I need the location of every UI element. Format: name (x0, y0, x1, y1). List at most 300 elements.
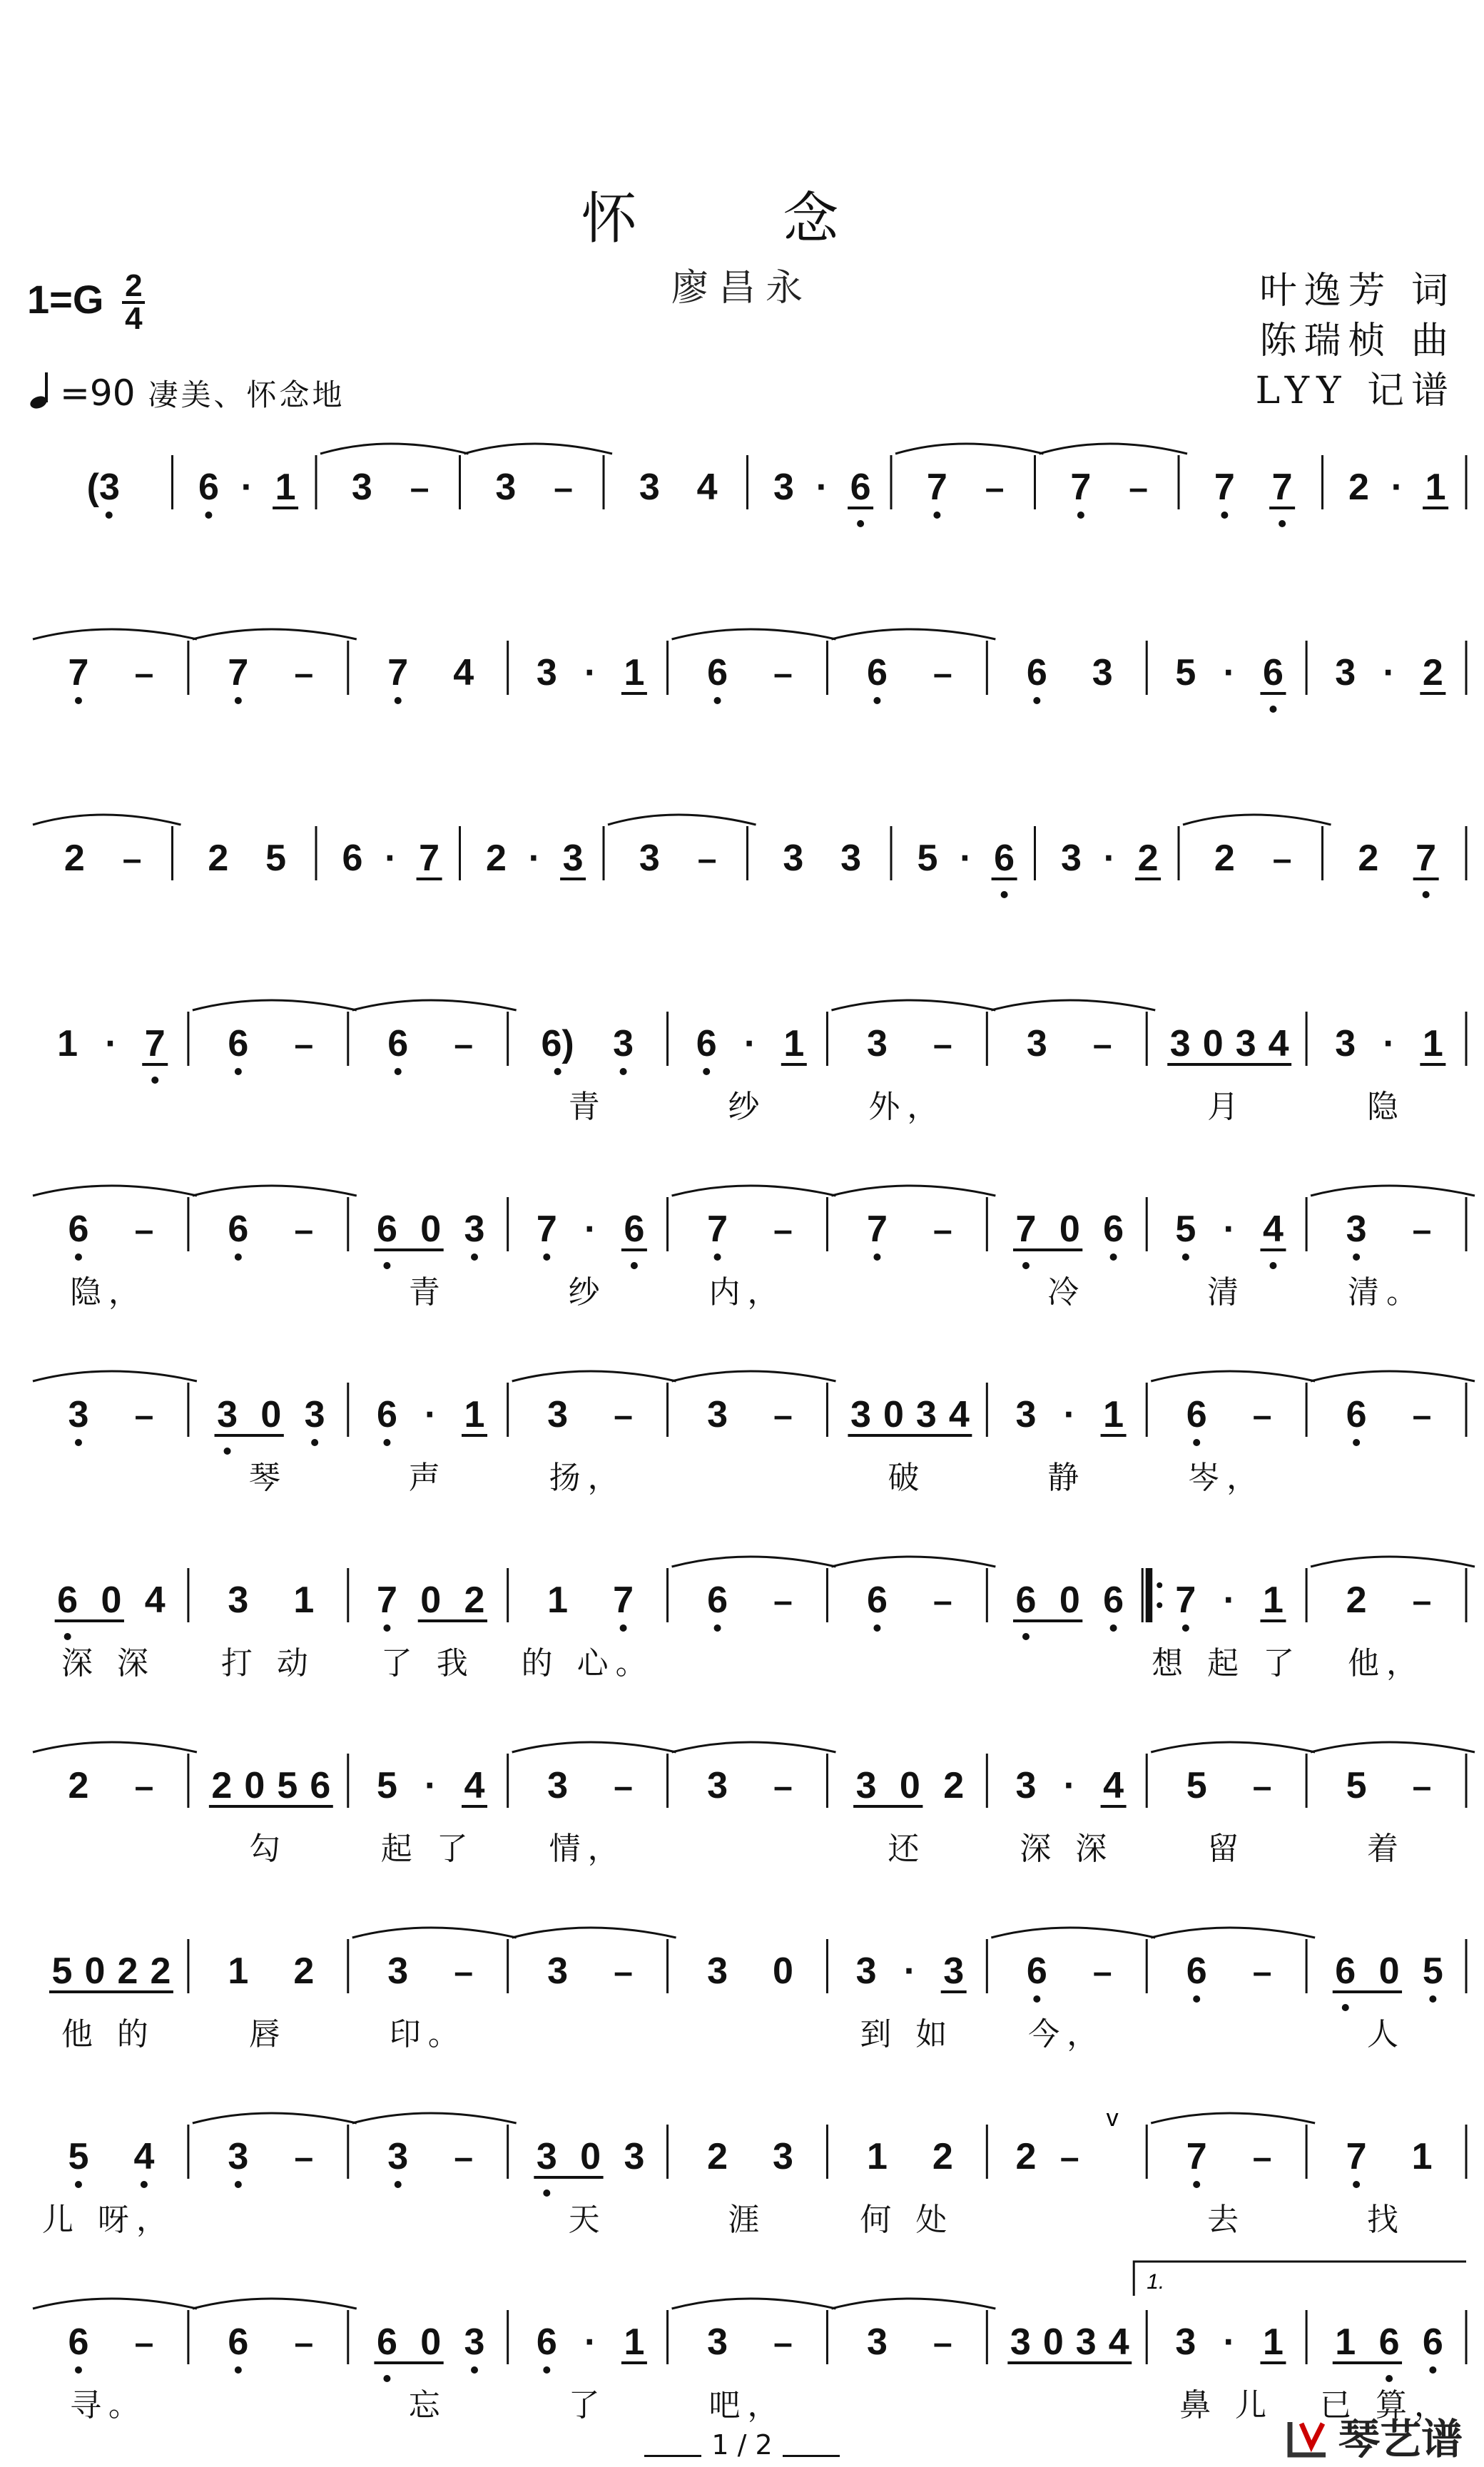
sustain-dash: – (1272, 840, 1292, 878)
tie-arc (1311, 1557, 1475, 1567)
sustain-dash: – (294, 2324, 314, 2362)
note: 5 (376, 1765, 397, 1806)
tie-arc (320, 444, 469, 454)
octave-dot (471, 1253, 478, 1261)
sustain-dash: – (1412, 1211, 1432, 1249)
octave-dot (620, 1068, 627, 1075)
lyric: 今， (1028, 2016, 1106, 2053)
note: 1 (547, 1580, 569, 1621)
octave-dot (873, 1624, 880, 1632)
note: 1 (1425, 467, 1446, 508)
note: 2 (293, 1950, 315, 1992)
note: 6 (376, 1209, 397, 1250)
octave-dot (471, 2366, 478, 2374)
octave-dot (543, 2189, 550, 2197)
note: 3 (855, 1765, 877, 1806)
tie-arc (991, 1928, 1155, 1938)
note: 6 (707, 1580, 728, 1621)
octave-dot (1110, 1253, 1117, 1261)
note: 1 (228, 1950, 249, 1992)
lyric: 还 (888, 1831, 927, 1867)
note: 3 (387, 2136, 409, 2177)
note: 3 (866, 2321, 888, 2363)
note: 1 (866, 2136, 888, 2177)
lyric: 内， (708, 1274, 786, 1311)
note: 0 (244, 1765, 265, 1806)
note: · (743, 1023, 757, 1064)
note: 6 (994, 838, 1015, 879)
note: 3 (1075, 2321, 1097, 2363)
note: 5 (1422, 1950, 1443, 1992)
lyric: 唇 (248, 2016, 288, 2053)
note: 0 (1059, 1580, 1080, 1621)
octave-dot (395, 697, 402, 704)
octave-dot (235, 1253, 242, 1261)
note: · (1383, 652, 1396, 693)
time-bottom: 4 (125, 301, 143, 336)
tie-arc (831, 1186, 995, 1196)
octave-dot (714, 1624, 721, 1632)
lyric: 已 算， (1320, 2387, 1453, 2423)
lyric: 纱 (568, 1274, 607, 1311)
lyric: 纱 (728, 1089, 767, 1125)
note: 1 (293, 1580, 315, 1621)
note: 4 (696, 467, 718, 508)
octave-dot (543, 2366, 550, 2374)
note: 3 (387, 1950, 409, 1992)
sustain-dash: – (614, 1768, 633, 1806)
sustain-dash: – (294, 655, 314, 693)
lyric: 起 了 (380, 1831, 475, 1867)
lyric: 深 深 (61, 1645, 156, 1682)
note: 0 (1378, 1950, 1400, 1992)
octave-dot (1221, 512, 1228, 519)
note: 3 (707, 1765, 728, 1806)
note: 3 (707, 1394, 728, 1435)
repeat-dot (1157, 1602, 1162, 1608)
octave-dot (1022, 1262, 1030, 1269)
note: 5 (277, 1765, 298, 1806)
note: 3 (773, 2136, 793, 2177)
note: · (1223, 652, 1236, 693)
sustain-dash: – (1252, 1768, 1272, 1806)
note: · (584, 652, 597, 693)
note: 3 (536, 652, 557, 693)
octave-dot (554, 1068, 561, 1075)
note: 3 (1026, 1023, 1047, 1064)
note: 0 (101, 1580, 122, 1621)
tie-arc (831, 629, 995, 639)
note: 0 (1042, 2321, 1064, 2363)
octave-dot (1353, 1253, 1360, 1261)
lyric: 着 (1367, 1831, 1406, 1867)
note: 3 (464, 1209, 485, 1250)
lyric: 的 心。 (521, 1645, 654, 1682)
note: 2 (1422, 652, 1443, 693)
lyric: 隐 (1367, 1089, 1406, 1125)
octave-dot (106, 512, 113, 519)
sustain-dash: – (933, 655, 952, 693)
lyric: 忘 (408, 2387, 447, 2423)
note: 6 (866, 652, 888, 693)
note: 3 (1335, 1023, 1356, 1064)
note: 0 (1059, 1209, 1080, 1250)
lyric: 找 (1367, 2202, 1406, 2238)
note: 3 (464, 2321, 485, 2363)
note: 4 (464, 1765, 485, 1806)
note: 7 (68, 652, 89, 693)
note: 2 (1137, 838, 1159, 879)
note: 0 (260, 1394, 282, 1435)
note: 2 (1346, 1580, 1367, 1621)
sustain-dash: – (614, 1953, 633, 1991)
sustain-dash: – (454, 2139, 474, 2177)
octave-dot (64, 1633, 71, 1640)
note: 4 (1263, 1209, 1284, 1250)
octave-dot (1001, 891, 1008, 898)
note: 6 (228, 1209, 249, 1250)
note: · (960, 838, 972, 879)
note: 6 (707, 652, 728, 693)
note: 7 (387, 652, 409, 693)
octave-dot (857, 520, 864, 527)
sustain-dash: – (294, 2139, 314, 2177)
note: 4 (1108, 2321, 1129, 2363)
sustain-dash: – (1412, 1397, 1432, 1435)
note: 3 (707, 1950, 728, 1992)
note: · (1383, 1023, 1396, 1064)
octave-dot (1429, 2366, 1436, 2374)
note: 3 (1235, 1023, 1256, 1064)
note: 6 (536, 2321, 557, 2363)
lyricist-credit: 叶逸芳 词 (1259, 270, 1455, 312)
note: 2 (63, 838, 85, 879)
lyric: 儿 呀， (41, 2202, 175, 2238)
note: 0 (580, 2136, 601, 2177)
sustain-dash: – (985, 469, 1005, 507)
note: 1 (1263, 2321, 1284, 2363)
octave-dot (224, 1448, 231, 1455)
note: 1 (1103, 1394, 1124, 1435)
tie-arc (672, 629, 836, 639)
note: 6 (1026, 652, 1047, 693)
note: 6 (376, 2321, 397, 2363)
page-number: 1 / 2 (711, 2429, 773, 2461)
note: 5 (1346, 1765, 1367, 1806)
sustain-dash: – (454, 1026, 474, 1064)
note: 4 (1268, 1023, 1289, 1064)
octave-dot (1110, 1624, 1117, 1632)
octave-dot (383, 1439, 390, 1446)
logo-text: 琴艺谱 (1338, 2415, 1463, 2463)
sustain-dash: – (773, 1211, 793, 1249)
note: 3 (562, 838, 584, 879)
note: 2 (117, 1950, 138, 1992)
tempo-expression: 凄美、怀念地 (148, 377, 345, 412)
note: 3 (840, 838, 862, 879)
octave-dot (1269, 1262, 1276, 1269)
note: 6 (68, 1209, 89, 1250)
lyric: 天 (568, 2202, 607, 2238)
note: 7 (1186, 2136, 1207, 2177)
tie-arc (33, 2299, 197, 2309)
note: 3 (855, 1950, 877, 1992)
sustain-dash: – (122, 840, 142, 878)
note: 3 (773, 467, 794, 508)
note: · (1063, 1765, 1076, 1806)
note: 3 (1015, 1765, 1037, 1806)
note: 5 (917, 838, 938, 879)
lyric: 了 我 (380, 1645, 475, 1682)
note: 4 (1103, 1765, 1124, 1806)
octave-dot (141, 2181, 148, 2188)
sustain-dash: – (134, 1211, 154, 1249)
note: 7 (1416, 838, 1437, 879)
lyric: 静 (1047, 1460, 1087, 1496)
lyric: 清 (1207, 1274, 1246, 1311)
note: 6 (228, 1023, 249, 1064)
tie-arc (33, 815, 181, 825)
sustain-dash: – (454, 1953, 474, 1991)
note: · (240, 467, 253, 508)
tie-arc (1311, 1186, 1475, 1196)
octave-dot (1193, 1439, 1200, 1446)
note: 3 (228, 2136, 249, 2177)
lyric: 勾 (248, 1831, 288, 1867)
logo-icon (1286, 2418, 1336, 2461)
sustain-dash: – (1129, 469, 1148, 507)
note: 7 (536, 1209, 557, 1250)
note: 6 (866, 1580, 888, 1621)
tie-arc (512, 1928, 676, 1938)
sustain-dash: – (294, 1211, 314, 1249)
sustain-dash: – (773, 1582, 793, 1620)
sustain-dash: – (554, 469, 573, 507)
sustain-dash: – (134, 655, 154, 693)
tie-arc (672, 1557, 836, 1567)
note: 6 (1026, 1950, 1047, 1992)
note: · (1391, 467, 1403, 508)
note: 3 (495, 467, 517, 508)
lyric: 青 (568, 1089, 607, 1125)
note: 1 (1411, 2136, 1433, 2177)
note: 6 (387, 1023, 409, 1064)
note: 3 (1010, 2321, 1031, 2363)
sustain-dash: – (773, 1768, 793, 1806)
note: 0 (773, 1950, 793, 1992)
note: 0 (84, 1950, 106, 1992)
note: 5 (68, 2136, 89, 2177)
note: 3 (228, 1580, 249, 1621)
tie-arc (33, 629, 197, 639)
note: 6) (541, 1023, 574, 1064)
octave-dot (383, 1624, 390, 1632)
note: 3 (536, 2136, 557, 2177)
tie-arc (1311, 1742, 1475, 1752)
note: 6 (1186, 1394, 1207, 1435)
octave-dot (75, 1439, 82, 1446)
octave-dot (1182, 1253, 1189, 1261)
note: 3 (707, 2321, 728, 2363)
octave-dot (714, 1253, 721, 1261)
note: 6 (57, 1580, 78, 1621)
note: 0 (883, 1394, 904, 1435)
note: 2 (208, 838, 229, 879)
note: 1 (1335, 2321, 1356, 2363)
note: 3 (351, 467, 372, 508)
octave-dot (1353, 1439, 1360, 1446)
note: 6 (1378, 2321, 1400, 2363)
octave-dot (714, 697, 721, 704)
note: 1 (783, 1023, 805, 1064)
sustain-dash: – (1092, 1026, 1112, 1064)
octave-dot (1429, 1995, 1436, 2003)
tie-arc (512, 1371, 676, 1381)
key-label: 1=G (27, 276, 104, 322)
tie-arc (831, 1557, 995, 1567)
note: 0 (420, 1580, 442, 1621)
tie-arc (1151, 1742, 1315, 1752)
note: 6 (1422, 2321, 1443, 2363)
note: (3 (86, 467, 120, 508)
octave-dot (703, 1068, 710, 1075)
lyric: 情， (549, 1831, 626, 1867)
octave-dot (1269, 706, 1276, 713)
tie-arc (193, 629, 357, 639)
note: 6 (624, 1209, 645, 1250)
octave-dot (235, 1068, 242, 1075)
lyric: 青 (408, 1274, 447, 1311)
note: 7 (419, 838, 440, 879)
sustain-dash: – (1412, 1582, 1432, 1620)
octave-dot (395, 1068, 402, 1075)
note: 7 (1175, 1580, 1196, 1621)
note: 6 (1263, 652, 1284, 693)
note: 7 (866, 1209, 888, 1250)
note: 6 (1186, 1950, 1207, 1992)
lyric: 深 深 (1020, 1831, 1114, 1867)
note: 6 (1103, 1580, 1124, 1621)
note: 6 (228, 2321, 249, 2363)
octave-dot (620, 1624, 627, 1632)
note: 3 (547, 1765, 569, 1806)
lyric: 隐， (69, 1274, 147, 1311)
note: 3 (1015, 1394, 1037, 1435)
note: 6 (696, 1023, 717, 1064)
octave-dot (1193, 2181, 1200, 2188)
note: 6 (850, 467, 871, 508)
note: 4 (948, 1394, 970, 1435)
octave-dot (1022, 1633, 1030, 1640)
note: · (584, 2321, 597, 2363)
lyric: 寻。 (69, 2387, 147, 2423)
note: 6 (1015, 1580, 1037, 1621)
tie-arc (672, 1371, 836, 1381)
note: 2 (211, 1765, 233, 1806)
tie-arc (1311, 1371, 1475, 1381)
note: 1 (1422, 1023, 1443, 1064)
sustain-dash: – (134, 1397, 154, 1435)
lyric: 吧， (708, 2387, 786, 2423)
note: 3 (639, 838, 660, 879)
octave-dot (75, 2181, 82, 2188)
note: · (105, 1023, 118, 1064)
sustain-dash: – (410, 469, 430, 507)
lyric: 到 如 (860, 2016, 955, 2053)
note: 4 (453, 652, 474, 693)
note: · (1223, 1209, 1236, 1250)
tie-arc (1151, 2113, 1315, 2123)
note: 7 (1346, 2136, 1367, 2177)
song-title: 怀 念 (581, 187, 903, 251)
octave-dot (631, 1262, 638, 1269)
note: · (1103, 838, 1116, 879)
sustain-dash: – (773, 1397, 793, 1435)
lyric: 留 (1207, 1831, 1246, 1867)
lyric: 冷 (1047, 1274, 1087, 1311)
note: 5 (51, 1950, 73, 1992)
tie-arc (352, 1000, 517, 1010)
note: 7 (1070, 467, 1092, 508)
note: 0 (420, 1209, 442, 1250)
note: 4 (133, 2136, 155, 2177)
note: 3 (613, 1023, 634, 1064)
lyric: 他 的 (61, 2016, 156, 2053)
note: · (528, 838, 541, 879)
note: · (1063, 1394, 1076, 1435)
lyric: 鼻 儿 (1179, 2387, 1274, 2423)
note: 5 (1175, 1209, 1196, 1250)
lyric: 外， (868, 1089, 946, 1125)
sustain-dash: – (134, 2324, 154, 2362)
note: 3 (1175, 2321, 1196, 2363)
tie-arc (608, 815, 756, 825)
note: 2 (932, 2136, 953, 2177)
lyric: 印。 (389, 2016, 467, 2053)
note: 3 (624, 2136, 645, 2177)
note: 7 (228, 652, 249, 693)
note: 1 (464, 1394, 485, 1435)
note: 3 (1060, 838, 1082, 879)
note: 1 (624, 652, 645, 693)
time-top: 2 (125, 268, 143, 303)
octave-dot (383, 1262, 390, 1269)
note: 2 (150, 1950, 171, 1992)
note: 7 (926, 467, 947, 508)
lyric: 人 (1367, 2016, 1406, 2053)
octave-dot (395, 2181, 402, 2188)
octave-dot (873, 697, 880, 704)
tie-arc (831, 1000, 995, 1010)
octave-dot (205, 512, 212, 519)
note: 3 (783, 838, 804, 879)
tie-arc (672, 1186, 836, 1196)
note: 3 (1092, 652, 1113, 693)
note: 1 (275, 467, 296, 508)
tie-arc (1151, 1928, 1315, 1938)
tie-arc (193, 2113, 357, 2123)
lyric: 打 动 (220, 1645, 315, 1682)
note: 3 (217, 1394, 238, 1435)
note: 7 (1214, 467, 1235, 508)
tie-arc (193, 2299, 357, 2309)
note: · (385, 838, 397, 879)
sustain-dash: – (697, 840, 717, 878)
octave-dot (235, 2366, 242, 2374)
tie-arc (352, 2113, 517, 2123)
octave-dot (1423, 891, 1430, 898)
note: 3 (304, 1394, 325, 1435)
